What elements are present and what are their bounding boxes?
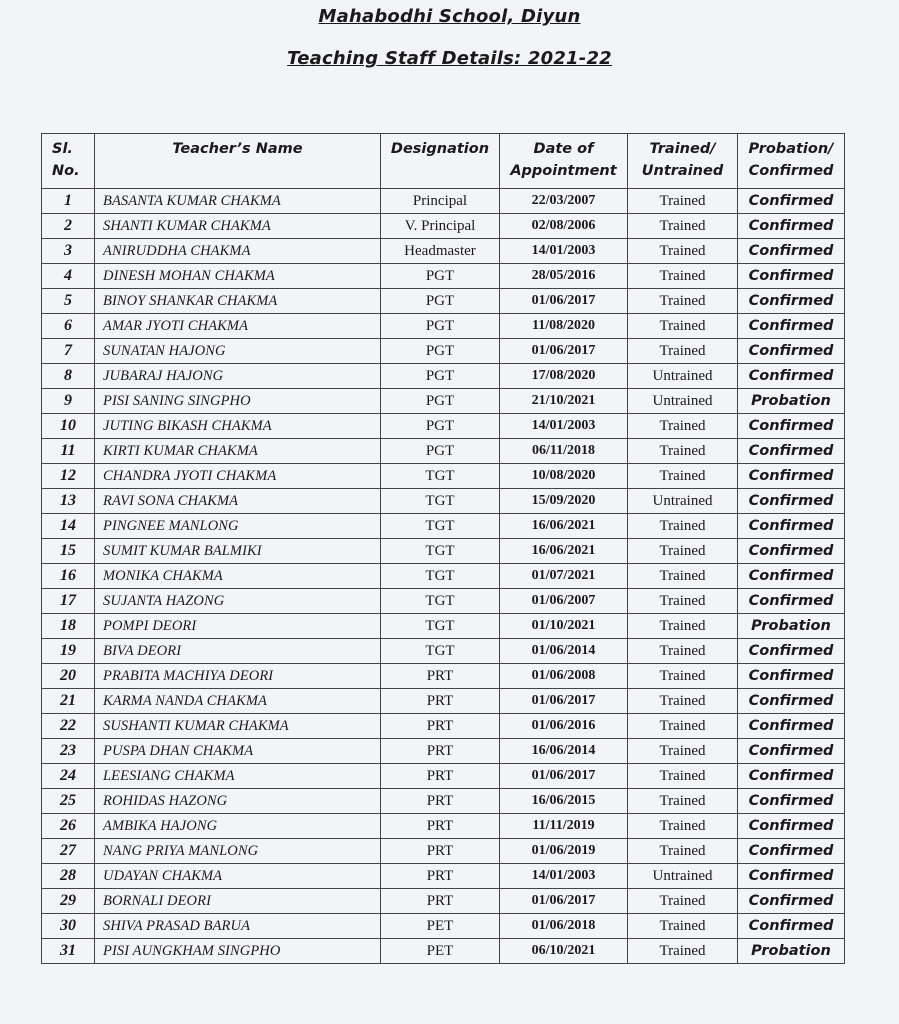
cell-sl-no: 27 — [42, 839, 95, 864]
cell-sl-no: 1 — [42, 189, 95, 214]
cell-teacher-name: UDAYAN CHAKMA — [95, 864, 381, 889]
staff-table — [41, 133, 845, 964]
cell-teacher-name: PINGNEE MANLONG — [95, 514, 381, 539]
cell-designation: PRT — [381, 839, 500, 864]
cell-date-of-appointment: 16/06/2015 — [500, 789, 628, 814]
cell-date-of-appointment: 06/11/2018 — [500, 439, 628, 464]
table-body — [42, 189, 845, 964]
cell-trained-status: Trained — [628, 789, 738, 814]
cell-trained-status: Trained — [628, 264, 738, 289]
cell-trained-status: Trained — [628, 814, 738, 839]
cell-date-of-appointment: 11/11/2019 — [500, 814, 628, 839]
cell-sl-no: 30 — [42, 914, 95, 939]
cell-teacher-name: BORNALI DEORI — [95, 889, 381, 914]
cell-trained-status: Trained — [628, 464, 738, 489]
cell-probation-status: Confirmed — [738, 914, 845, 939]
cell-sl-no: 29 — [42, 889, 95, 914]
cell-trained-status: Trained — [628, 414, 738, 439]
cell-designation: PGT — [381, 289, 500, 314]
cell-teacher-name: RAVI SONA CHAKMA — [95, 489, 381, 514]
table-row — [42, 464, 845, 489]
cell-date-of-appointment: 16/06/2021 — [500, 514, 628, 539]
cell-designation: PRT — [381, 864, 500, 889]
cell-sl-no: 3 — [42, 239, 95, 264]
cell-sl-no: 26 — [42, 814, 95, 839]
table-row — [42, 914, 845, 939]
cell-trained-status: Untrained — [628, 489, 738, 514]
cell-teacher-name: PRABITA MACHIYA DEORI — [95, 664, 381, 689]
cell-probation-status: Confirmed — [738, 589, 845, 614]
cell-probation-status: Confirmed — [738, 839, 845, 864]
cell-date-of-appointment: 16/06/2021 — [500, 539, 628, 564]
cell-probation-status: Confirmed — [738, 714, 845, 739]
table-row — [42, 214, 845, 239]
cell-sl-no: 9 — [42, 389, 95, 414]
cell-trained-status: Trained — [628, 589, 738, 614]
cell-probation-status: Confirmed — [738, 564, 845, 589]
cell-designation: TGT — [381, 614, 500, 639]
cell-date-of-appointment: 15/09/2020 — [500, 489, 628, 514]
cell-designation: PET — [381, 939, 500, 964]
cell-teacher-name: JUBARAJ HAJONG — [95, 364, 381, 389]
cell-designation: PRT — [381, 664, 500, 689]
cell-sl-no: 10 — [42, 414, 95, 439]
cell-trained-status: Untrained — [628, 364, 738, 389]
table-row — [42, 439, 845, 464]
cell-sl-no: 22 — [42, 714, 95, 739]
cell-designation: TGT — [381, 489, 500, 514]
table-row — [42, 264, 845, 289]
table-row — [42, 364, 845, 389]
cell-designation: TGT — [381, 564, 500, 589]
cell-teacher-name: BASANTA KUMAR CHAKMA — [95, 189, 381, 214]
table-row — [42, 739, 845, 764]
cell-trained-status: Trained — [628, 214, 738, 239]
cell-designation: TGT — [381, 464, 500, 489]
cell-date-of-appointment: 01/06/2017 — [500, 689, 628, 714]
cell-sl-no: 24 — [42, 764, 95, 789]
cell-date-of-appointment: 01/06/2017 — [500, 289, 628, 314]
cell-designation: PRT — [381, 739, 500, 764]
table-row — [42, 414, 845, 439]
cell-teacher-name: ANIRUDDHA CHAKMA — [95, 239, 381, 264]
cell-probation-status: Probation — [738, 939, 845, 964]
cell-date-of-appointment: 01/10/2021 — [500, 614, 628, 639]
cell-sl-no: 20 — [42, 664, 95, 689]
cell-trained-status: Trained — [628, 239, 738, 264]
table-row — [42, 189, 845, 214]
table-row — [42, 539, 845, 564]
cell-probation-status: Confirmed — [738, 489, 845, 514]
col-header-probation-confirmed: Probation/ Confirmed — [738, 134, 845, 189]
cell-probation-status: Confirmed — [738, 214, 845, 239]
cell-trained-status: Trained — [628, 639, 738, 664]
cell-date-of-appointment: 21/10/2021 — [500, 389, 628, 414]
cell-date-of-appointment: 11/08/2020 — [500, 314, 628, 339]
cell-date-of-appointment: 01/06/2019 — [500, 839, 628, 864]
cell-teacher-name: PISI SANING SINGPHO — [95, 389, 381, 414]
cell-trained-status: Untrained — [628, 389, 738, 414]
table-row — [42, 289, 845, 314]
table-row — [42, 714, 845, 739]
table-row — [42, 314, 845, 339]
cell-sl-no: 13 — [42, 489, 95, 514]
cell-probation-status: Confirmed — [738, 339, 845, 364]
col-header-sl-no: Sl. No. — [42, 134, 95, 189]
table-row — [42, 814, 845, 839]
cell-designation: Principal — [381, 189, 500, 214]
cell-date-of-appointment: 02/08/2006 — [500, 214, 628, 239]
cell-probation-status: Confirmed — [738, 864, 845, 889]
cell-date-of-appointment: 22/03/2007 — [500, 189, 628, 214]
cell-date-of-appointment: 14/01/2003 — [500, 239, 628, 264]
cell-designation: PRT — [381, 689, 500, 714]
cell-probation-status: Confirmed — [738, 239, 845, 264]
document-title: Teaching Staff Details: 2021-22 — [287, 48, 612, 69]
cell-designation: TGT — [381, 639, 500, 664]
cell-trained-status: Trained — [628, 714, 738, 739]
cell-designation: PRT — [381, 814, 500, 839]
cell-sl-no: 15 — [42, 539, 95, 564]
cell-trained-status: Trained — [628, 289, 738, 314]
table-row — [42, 764, 845, 789]
cell-sl-no: 11 — [42, 439, 95, 464]
cell-probation-status: Confirmed — [738, 439, 845, 464]
table-row — [42, 639, 845, 664]
cell-trained-status: Trained — [628, 689, 738, 714]
cell-designation: PGT — [381, 364, 500, 389]
cell-teacher-name: KIRTI KUMAR CHAKMA — [95, 439, 381, 464]
cell-teacher-name: MONIKA CHAKMA — [95, 564, 381, 589]
cell-teacher-name: BIVA DEORI — [95, 639, 381, 664]
cell-probation-status: Confirmed — [738, 889, 845, 914]
cell-date-of-appointment: 01/07/2021 — [500, 564, 628, 589]
table-row — [42, 689, 845, 714]
cell-probation-status: Confirmed — [738, 464, 845, 489]
cell-teacher-name: SUSHANTI KUMAR CHAKMA — [95, 714, 381, 739]
cell-sl-no: 21 — [42, 689, 95, 714]
cell-sl-no: 12 — [42, 464, 95, 489]
cell-designation: Headmaster — [381, 239, 500, 264]
cell-designation: PRT — [381, 789, 500, 814]
cell-teacher-name: BINOY SHANKAR CHAKMA — [95, 289, 381, 314]
table-row — [42, 589, 845, 614]
cell-probation-status: Confirmed — [738, 639, 845, 664]
cell-teacher-name: CHANDRA JYOTI CHAKMA — [95, 464, 381, 489]
cell-probation-status: Probation — [738, 614, 845, 639]
cell-trained-status: Trained — [628, 614, 738, 639]
col-header-trained-untrained: Trained/ Untrained — [628, 134, 738, 189]
cell-probation-status: Confirmed — [738, 364, 845, 389]
cell-sl-no: 7 — [42, 339, 95, 364]
cell-date-of-appointment: 01/06/2008 — [500, 664, 628, 689]
cell-teacher-name: PUSPA DHAN CHAKMA — [95, 739, 381, 764]
col-header-designation: Designation — [381, 134, 500, 189]
cell-designation: PGT — [381, 414, 500, 439]
table-row — [42, 889, 845, 914]
table-row — [42, 839, 845, 864]
table-row — [42, 864, 845, 889]
cell-designation: PRT — [381, 714, 500, 739]
table-row — [42, 489, 845, 514]
cell-teacher-name: SHIVA PRASAD BARUA — [95, 914, 381, 939]
cell-designation: TGT — [381, 589, 500, 614]
table-row — [42, 789, 845, 814]
cell-teacher-name: AMBIKA HAJONG — [95, 814, 381, 839]
table-row — [42, 614, 845, 639]
cell-date-of-appointment: 01/06/2017 — [500, 339, 628, 364]
col-header-teacher-name: Teacher’s Name — [95, 134, 381, 189]
cell-date-of-appointment: 10/08/2020 — [500, 464, 628, 489]
cell-teacher-name: POMPI DEORI — [95, 614, 381, 639]
cell-trained-status: Trained — [628, 914, 738, 939]
cell-probation-status: Confirmed — [738, 664, 845, 689]
cell-sl-no: 6 — [42, 314, 95, 339]
cell-sl-no: 8 — [42, 364, 95, 389]
cell-trained-status: Trained — [628, 839, 738, 864]
cell-teacher-name: SHANTI KUMAR CHAKMA — [95, 214, 381, 239]
cell-teacher-name: SUJANTA HAZONG — [95, 589, 381, 614]
table-row — [42, 664, 845, 689]
cell-trained-status: Trained — [628, 564, 738, 589]
school-name: Mahabodhi School, Diyun — [318, 6, 581, 27]
cell-teacher-name: JUTING BIKASH CHAKMA — [95, 414, 381, 439]
cell-sl-no: 23 — [42, 739, 95, 764]
cell-teacher-name: DINESH MOHAN CHAKMA — [95, 264, 381, 289]
cell-probation-status: Confirmed — [738, 539, 845, 564]
table-row — [42, 939, 845, 964]
cell-trained-status: Untrained — [628, 864, 738, 889]
cell-sl-no: 18 — [42, 614, 95, 639]
cell-designation: PRT — [381, 889, 500, 914]
cell-designation: TGT — [381, 539, 500, 564]
cell-date-of-appointment: 01/06/2014 — [500, 639, 628, 664]
cell-trained-status: Trained — [628, 664, 738, 689]
cell-teacher-name: AMAR JYOTI CHAKMA — [95, 314, 381, 339]
cell-teacher-name: ROHIDAS HAZONG — [95, 789, 381, 814]
cell-trained-status: Trained — [628, 889, 738, 914]
cell-sl-no: 5 — [42, 289, 95, 314]
table-row — [42, 564, 845, 589]
cell-date-of-appointment: 16/06/2014 — [500, 739, 628, 764]
table-row — [42, 514, 845, 539]
col-header-date-of-appointment: Date of Appointment — [500, 134, 628, 189]
cell-designation: PGT — [381, 339, 500, 364]
cell-sl-no: 25 — [42, 789, 95, 814]
cell-trained-status: Trained — [628, 339, 738, 364]
cell-date-of-appointment: 01/06/2016 — [500, 714, 628, 739]
cell-probation-status: Confirmed — [738, 314, 845, 339]
cell-teacher-name: SUMIT KUMAR BALMIKI — [95, 539, 381, 564]
cell-sl-no: 19 — [42, 639, 95, 664]
cell-designation: PGT — [381, 314, 500, 339]
cell-date-of-appointment: 14/01/2003 — [500, 414, 628, 439]
cell-trained-status: Trained — [628, 939, 738, 964]
cell-date-of-appointment: 01/06/2017 — [500, 764, 628, 789]
cell-sl-no: 14 — [42, 514, 95, 539]
cell-teacher-name: LEESIANG CHAKMA — [95, 764, 381, 789]
cell-probation-status: Confirmed — [738, 514, 845, 539]
cell-trained-status: Trained — [628, 439, 738, 464]
cell-teacher-name: SUNATAN HAJONG — [95, 339, 381, 364]
cell-date-of-appointment: 28/05/2016 — [500, 264, 628, 289]
cell-trained-status: Trained — [628, 514, 738, 539]
table-row — [42, 389, 845, 414]
cell-sl-no: 2 — [42, 214, 95, 239]
cell-trained-status: Trained — [628, 539, 738, 564]
cell-date-of-appointment: 06/10/2021 — [500, 939, 628, 964]
cell-designation: PGT — [381, 389, 500, 414]
cell-designation: V. Principal — [381, 214, 500, 239]
cell-probation-status: Confirmed — [738, 789, 845, 814]
cell-designation: PGT — [381, 439, 500, 464]
cell-sl-no: 31 — [42, 939, 95, 964]
cell-teacher-name: NANG PRIYA MANLONG — [95, 839, 381, 864]
cell-probation-status: Confirmed — [738, 814, 845, 839]
cell-probation-status: Confirmed — [738, 739, 845, 764]
cell-date-of-appointment: 01/06/2018 — [500, 914, 628, 939]
cell-trained-status: Trained — [628, 189, 738, 214]
cell-teacher-name: PISI AUNGKHAM SINGPHO — [95, 939, 381, 964]
cell-date-of-appointment: 17/08/2020 — [500, 364, 628, 389]
cell-designation: PRT — [381, 764, 500, 789]
cell-probation-status: Probation — [738, 389, 845, 414]
cell-trained-status: Trained — [628, 764, 738, 789]
cell-date-of-appointment: 01/06/2017 — [500, 889, 628, 914]
cell-sl-no: 28 — [42, 864, 95, 889]
cell-sl-no: 17 — [42, 589, 95, 614]
cell-probation-status: Confirmed — [738, 289, 845, 314]
cell-designation: PET — [381, 914, 500, 939]
table-row — [42, 339, 845, 364]
cell-date-of-appointment: 01/06/2007 — [500, 589, 628, 614]
table-header-row — [42, 134, 845, 189]
cell-date-of-appointment: 14/01/2003 — [500, 864, 628, 889]
cell-probation-status: Confirmed — [738, 689, 845, 714]
cell-designation: PGT — [381, 264, 500, 289]
table-row — [42, 239, 845, 264]
cell-probation-status: Confirmed — [738, 189, 845, 214]
cell-probation-status: Confirmed — [738, 414, 845, 439]
cell-teacher-name: KARMA NANDA CHAKMA — [95, 689, 381, 714]
cell-designation: TGT — [381, 514, 500, 539]
cell-sl-no: 4 — [42, 264, 95, 289]
cell-sl-no: 16 — [42, 564, 95, 589]
cell-probation-status: Confirmed — [738, 764, 845, 789]
cell-trained-status: Trained — [628, 739, 738, 764]
cell-trained-status: Trained — [628, 314, 738, 339]
cell-probation-status: Confirmed — [738, 264, 845, 289]
